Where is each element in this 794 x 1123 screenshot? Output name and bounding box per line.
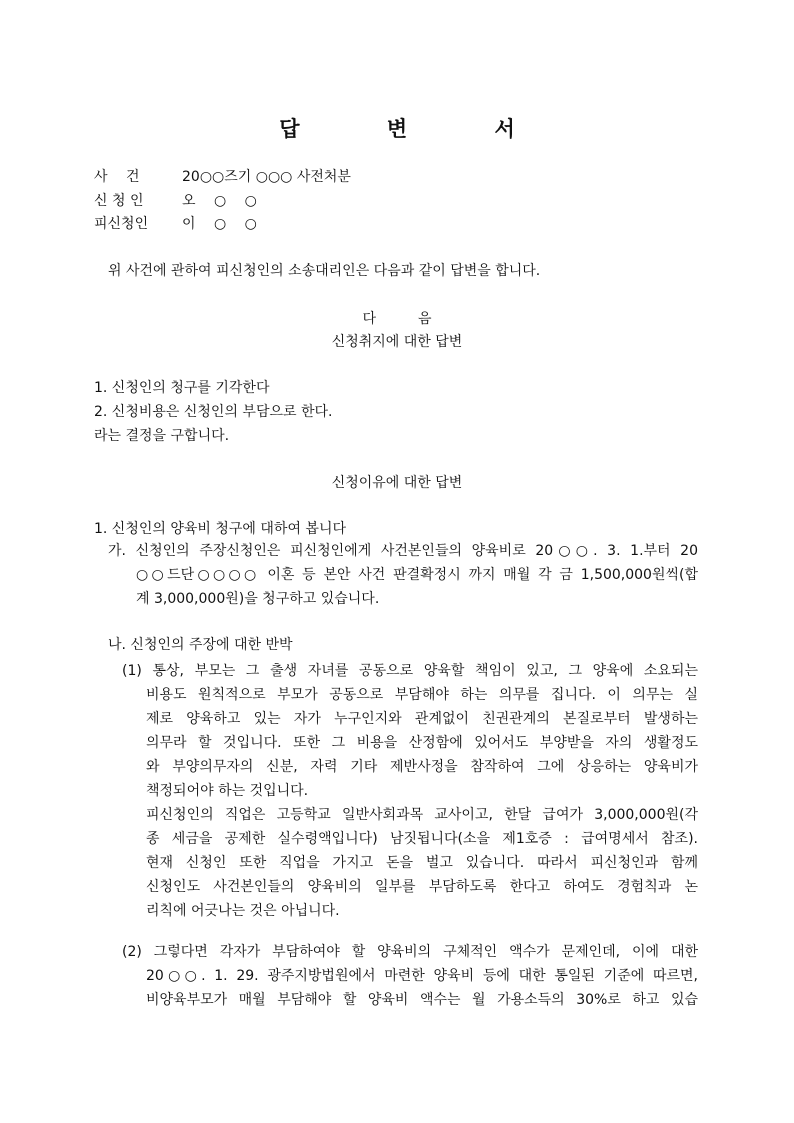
- document-title: 답 변 서: [279, 117, 555, 141]
- paragraph-line: 현재 신청인 또한 직업을 가지고 돈을 벌고 있습니다. 따라서 피신청인과 함께: [146, 855, 698, 871]
- applicant-row: [94, 192, 257, 210]
- paragraph-line: ○○드단○○○○ 이혼 등 본안 사건 판결확정시 까지 매월 각 금 1,500,000원씩(합: [136, 567, 698, 583]
- next-heading: 다 음: [362, 311, 432, 327]
- sub2-first-line: [122, 940, 698, 964]
- section1-heading: 신청취지에 대한 답변: [331, 334, 463, 350]
- paragraph-line: 피신청인의 직업은 고등학교 일반사회과목 교사이고, 한달 급여가 3,000,000원(각: [146, 807, 698, 823]
- paragraph-line: 가. 신청인의 주장신청인은 피신청인에게 사건본인들의 양육비로 20○○. 3. 1.부터 20: [108, 543, 698, 559]
- sub2-paragraph: [146, 964, 698, 1012]
- paragraph-line: 종 세금을 공제한 실수령액입니다) 남짓됩니다(소을 제1호증 : 급여명세서 참조).: [146, 831, 698, 847]
- respondent-value: 이 ○ ○: [182, 216, 257, 232]
- intro-text: 위 사건에 관하여 피신청인의 소송대리인은 다음과 같이 답변을 합니다.: [108, 263, 541, 279]
- respondent-label: 피신청인: [94, 216, 149, 232]
- case-value: 20○○즈기 ○○○ 사전처분: [182, 169, 351, 185]
- paragraph-line: 와 부양의무자의 신분, 자력 기타 제반사정을 참작하여 그에 상응하는 양육비가: [146, 759, 698, 775]
- item-na-heading: 나. 신청인의 주장에 대한 반박: [108, 637, 293, 653]
- section2-heading: 신청이유에 대한 답변: [331, 475, 463, 491]
- claim-closing: 라는 결정을 구합니다.: [94, 428, 230, 444]
- paragraph-line: 의무라 할 것입니다. 또한 그 비용을 산정함에 있어서도 부양받을 자의 생활정도: [146, 735, 698, 751]
- case-row: [94, 168, 351, 186]
- paragraph-line: 비양육부모가 매월 부담해야 할 양육비 액수는 월 가용소득의 30%로 하고 있습: [146, 992, 698, 1008]
- paragraph-line: 비용도 원칙적으로 부모가 공동으로 부담해야 하는 의무를 집니다. 이 의무는 실: [146, 687, 698, 703]
- paragraph-line: (2) 그렇다면 각자가 부담하여야 할 양육비의 구체적인 액수가 문제인데, 이에 대한: [122, 944, 698, 960]
- claim-item: 2. 신청비용은 신청인의 부담으로 한다.: [94, 404, 333, 420]
- sub1-paragraph: [146, 683, 698, 923]
- sub1-first-line: [122, 659, 698, 683]
- paragraph-line: 신청인도 사건본인들의 양육비의 일부를 부담하도록 한다고 하여도 경험칙과 논: [146, 879, 698, 895]
- item-ga-paragraph-cont: [136, 563, 698, 611]
- claim-item: 1. 신청인의 청구를 기각한다: [94, 380, 270, 396]
- paragraph-line: 책정되어야 하는 것입니다.: [146, 783, 309, 799]
- item-ga-paragraph: [108, 539, 698, 563]
- paragraph-line: 계 3,000,000원)을 청구하고 있습니다.: [136, 591, 380, 607]
- item1-heading: 1. 신청인의 양육비 청구에 대하여 봅니다: [94, 521, 346, 537]
- applicant-value: 오 ○ ○: [182, 193, 257, 209]
- paragraph-line: 20○○. 1. 29. 광주지방법원에서 마련한 양육비 등에 대한 통일된 기준에 따르면,: [146, 968, 698, 984]
- paragraph-line: (1) 통상, 부모는 그 출생 자녀를 공동으로 양육할 책임이 있고, 그 양육에 소요되는: [122, 663, 698, 679]
- applicant-label: 신 청 인: [94, 193, 144, 209]
- respondent-row: [94, 215, 257, 233]
- paragraph-line: 리칙에 어긋나는 것은 아닙니다.: [146, 903, 340, 919]
- case-label: 사 건: [94, 169, 140, 185]
- paragraph-line: 제로 양육하고 있는 자가 누구인지와 관계없이 친권관계의 본질로부터 발생하는: [146, 711, 698, 727]
